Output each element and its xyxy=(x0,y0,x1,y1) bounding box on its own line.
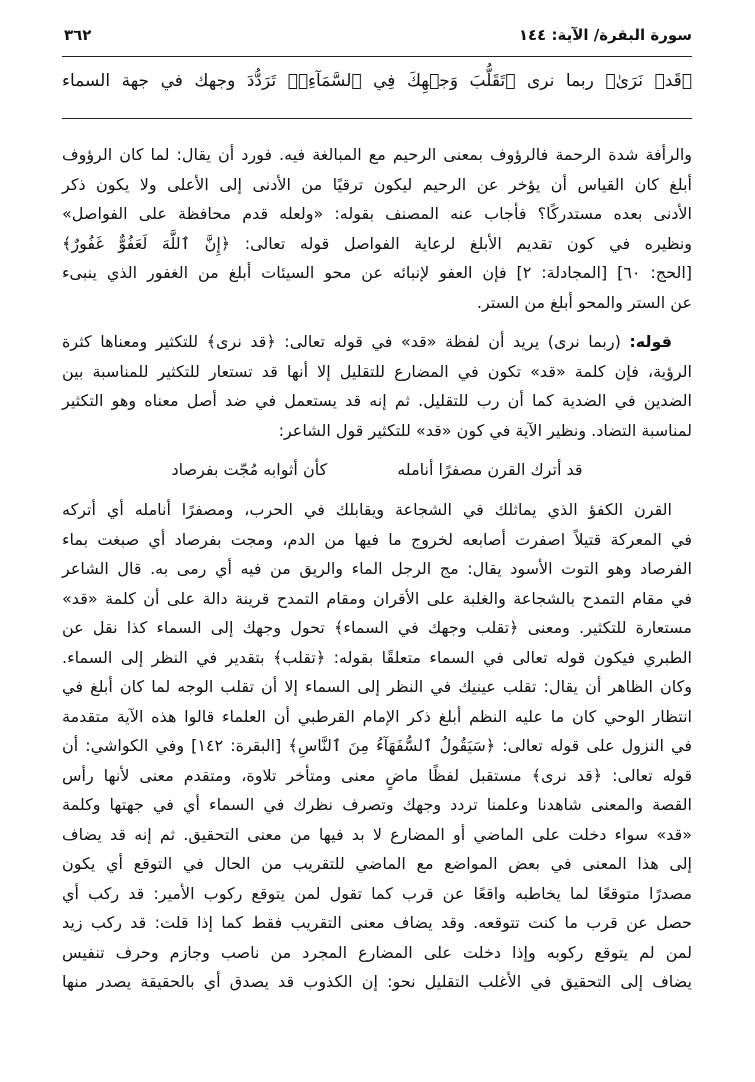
text-line: مستعارة للتكثير. ومعنى ﴿تقلب وجهك في السماء﴾ تحول وجهك إلى السماء كذا نقل عن xyxy=(62,618,692,637)
text-line xyxy=(62,327,692,357)
text-line: الضدين في الضدية كما أن رب للتقليل. ثم إنه قد يستعمل في ضد أصل معناه وهو التكثير xyxy=(62,391,692,410)
text-line: في مقام التمدح بالشجاعة والغلبة على الأقران ومقام التمدح قرينة دالة على أن كلمة «قد» xyxy=(62,588,692,608)
text-line: ونظيره في كون تقديم الأبلغ لرعاية الفواصل قوله تعالى: ﴿إِنَّ ٱللَّهَ لَعَفُوٌّ غَفُورٌ﴾ xyxy=(62,233,692,253)
text-line: [الحج: ٦٠] [المجادلة: ٢] فإن العفو لإنبائه عن محو السيئات أبلغ من الغفور الذي ينبىء xyxy=(62,263,693,282)
text-line: الفرصاد وهو التوت الأسود يقال: مج الرجل الماء والريق من فيه أي رمى به. قال الشاعر xyxy=(62,559,692,578)
paragraph-3 xyxy=(62,495,692,997)
page-number: ٣٦٢ xyxy=(64,26,92,44)
text-line: لمن لم يتوقع ركوبه وإذا دخلت على المضارع المجرد من ناصب وجازم وحرف تنفيس xyxy=(62,942,692,962)
text-line: قوله تعالى: ﴿قد نرى﴾ مستقبل لفظًا ماضٍ معنى ومتأخر تلاوة، ومتقدم معنى لأنها رأس xyxy=(62,765,692,785)
text-line: الطبري فيكون قوله تعالى في السماء متعلقًا بقوله: ﴿تقلب﴾ بتقدير في النظر إلى السماء. xyxy=(62,647,692,667)
text-line: «قد» سواء دخلت على الماضي أو المضارع لا بد فيها من معنى التحقيق. ثم إنه قد يضاف xyxy=(62,824,692,844)
text-line: القصة والمعنى شاهدنا وعلمنا تردد وجهك وتصرف نظرك في السماء أي في جهتها وكلمة xyxy=(62,795,692,814)
paragraph-1 xyxy=(62,140,692,317)
text-line: لمناسبة التضاد. ونظير الآية في كون «قد» للتكثير قول الشاعر: xyxy=(278,420,692,440)
qawluh-lead: قوله: xyxy=(629,332,672,351)
text-line: حصل عن قرب ما كنت تتوقعه. وقد يضاف معنى التقريب فقط كما إذا قلت: قد ركب زيد xyxy=(62,913,692,932)
text-line: إلى هذا المعنى في بعض المواضع مع الماضي للتقريب من الحال في التوقع أي يكون xyxy=(62,854,692,873)
text-line: في النزول على قوله تعالى: ﴿سَيَقُولُ ٱلسُّفَهَآءُ مِنَ ٱلنَّاسِ﴾ [البقرة: ١٤٢] وفي الكواشي: أن xyxy=(62,736,693,755)
poetry-verse xyxy=(62,455,692,485)
text-line: الرؤية، فإن كلمة «قد» تكون في المضارع للتقليل إلا أنها قد تستعار للتكثير للمناسبة بين xyxy=(62,361,692,381)
running-title: سورة البقرة/ الآية: ١٤٤ xyxy=(518,26,692,44)
commentary-body xyxy=(62,140,692,1007)
text-line: القرن الكفؤ الذي يماثلك في الشجاعة ويقابلك في الحرب، ومصفرًا أنامله أي أتركه xyxy=(62,500,672,519)
text-line: يضاف إلى التحقيق في الأغلب التقليل نحو: إن الكذوب قد يصدق أي بالحقيقة يصدر منها xyxy=(62,972,692,991)
page-header xyxy=(62,26,692,52)
verse-first-hemistich: قد أترك القرن مصفرًا أنامله xyxy=(397,460,583,479)
text-line: والرأفة شدة الرحمة فالرؤوف بمعنى الرحيم مع المبالغة فيه. فورد أن يقال: لما كان الرؤوف xyxy=(62,145,692,164)
text-line: مصدرًا متوقعًا لما يخاطبه واقعًا عن قرب كما تقول لمن يتوقع ركوب الأمير: قد ركب أي xyxy=(62,883,692,903)
ayah-gloss-line: ﴿قَدۡ نَرَىٰ﴾ ربما نرى ﴿تَقَلُّبَ وَجۡهِكَ فِي ٱلسَّمَآءِۖ﴾ تَرَدُّدَ وجهك في جهة السماء xyxy=(62,71,692,91)
text-segment: (ربما نرى) يريد أن لفظة «قد» في قوله تعالى: ﴿قد نرى﴾ للتكثير ومعناها كثرة xyxy=(62,332,630,351)
text-line: الأدنى بعده مستدركًا؟ فأجاب عنه المصنف بقوله: «ولعله قدم محافظة على الفواصل» xyxy=(62,204,692,223)
verse-second-hemistich: كأن أثوابه مُجّت بفرصاد xyxy=(171,460,328,479)
text-line: أبلغ كان القياس أن يؤخر عن الرحيم ليكون ترقيًا من الأدنى إلى الأعلى ولا يكون ذكر xyxy=(62,174,692,194)
text-line: وكان الظاهر أن يقال: تقلب عينيك في النظر إلى السماء إلا أن تقلب الوجه لما كان أبلغ في xyxy=(62,677,692,696)
commentary-divider xyxy=(62,118,692,119)
paragraph-2 xyxy=(62,327,692,445)
text-line: في المعركة قتيلاً اصفرت أصابعه لخروج ما فيها من الدم، ومجت بفرصاد أي صبغت بماء xyxy=(62,529,692,549)
text-line: انتظار الوحي كان ما عليه النظم أبلغ ذكر الإمام القرطبي أن العلماء قالوا هذه الآية متقدمة xyxy=(62,706,692,726)
text-line: عن الستر والمحو أبلغ من الستر. xyxy=(476,292,692,312)
header-rule xyxy=(62,56,692,57)
